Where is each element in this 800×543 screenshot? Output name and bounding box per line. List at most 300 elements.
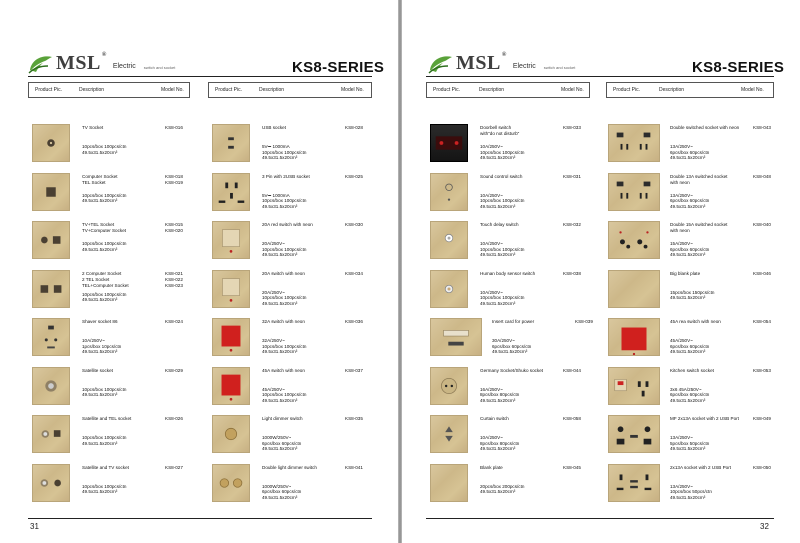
product-description — [82, 271, 164, 289]
description-line: with"do not disturb" — [480, 131, 520, 136]
product-photo — [212, 270, 250, 308]
spec-line: 10A/250V~ — [480, 241, 503, 246]
spec-line: 49.5x31.5x20cm³ — [670, 397, 706, 403]
product-description — [480, 125, 562, 137]
spec-line: 15pcs/box 150pcs/ctn — [670, 289, 715, 295]
description-line: 2x13A socket with 2 USB Port — [670, 464, 732, 470]
product-entry — [608, 124, 794, 168]
brand-tagline: switch and socket — [543, 64, 576, 70]
product-entry — [212, 367, 398, 411]
product-photo — [430, 415, 468, 453]
model-number — [345, 125, 375, 131]
spec-line: 49.5x31.5x20cm³ — [262, 300, 298, 306]
spec-line: 10A/250V~ — [480, 144, 503, 149]
spec-line: 6pcs/box 60pcs/ctn — [670, 149, 710, 155]
description-line: Doorbell switch — [480, 125, 512, 130]
model-number — [165, 174, 195, 186]
model-number — [345, 174, 375, 180]
spec-line: 3x6 45A/250V~ — [670, 386, 702, 392]
description-line: Big blank plate — [670, 270, 701, 276]
blankw-socket-icon — [609, 271, 659, 307]
model-number — [753, 125, 783, 131]
description-line: Curtain switch — [480, 416, 509, 421]
spec-line: 49.5x31.5x20cm³ — [82, 198, 118, 204]
model-number — [753, 465, 783, 471]
product-description — [492, 319, 574, 325]
product-description — [670, 319, 752, 325]
description-line: Touch delay switch — [480, 222, 519, 227]
touch-socket-icon — [431, 222, 467, 258]
column-model-label: Model No. — [561, 87, 584, 93]
product-specs — [262, 290, 344, 307]
leaf-logo-icon — [28, 54, 54, 74]
spec-line: 13A/250V~ — [670, 483, 693, 489]
product-photo — [608, 464, 660, 502]
footer-rule — [28, 518, 372, 519]
product-description — [262, 222, 344, 228]
model-code: KS8-054 — [753, 319, 771, 324]
spec-line: 49.5x31.5x20cm³ — [480, 446, 516, 452]
product-specs — [480, 435, 562, 452]
column-model-label: Model No. — [161, 87, 184, 93]
dbl15-socket-icon — [609, 222, 659, 258]
product-entry — [430, 173, 616, 217]
product-photo — [608, 270, 660, 308]
model-number — [345, 465, 375, 471]
product-specs — [262, 435, 344, 452]
spec-line: 49.5x31.5x20cm³ — [82, 440, 118, 446]
product-entry — [32, 270, 218, 314]
spec-line: 10pcs/box 100pcs/ctn — [480, 246, 525, 252]
product-entry — [32, 124, 218, 168]
product-entry — [430, 415, 616, 459]
product-entry — [32, 318, 218, 362]
model-number — [345, 222, 375, 228]
spec-line: 49.5x31.5x20cm³ — [480, 252, 516, 258]
column-model-label: Model No. — [741, 87, 764, 93]
spec-line: 49.5x31.5x20cm³ — [480, 300, 516, 306]
product-description — [670, 416, 752, 422]
sattel-socket-icon — [33, 416, 69, 452]
description-line: 32A switch with neon — [262, 319, 305, 324]
description-line: 2 TEL Socket — [82, 276, 110, 282]
dbl-socket-icon — [609, 125, 659, 161]
brand-subtitle: Electric — [112, 63, 136, 70]
model-code: KS8-025 — [345, 173, 363, 179]
spec-line: 10pcs/box 100pcs/ctn — [262, 392, 307, 398]
spec-line: 10A/250V~ — [480, 192, 503, 198]
spec-line: 49.5x31.5x20cm³ — [670, 494, 706, 500]
model-number — [753, 416, 783, 422]
model-code: KS8-035 — [345, 416, 363, 421]
spec-line: 15A/250V~ — [670, 241, 693, 246]
description-line: Human body sensor switch — [480, 270, 536, 276]
spec-line: 10pcs/box 100pcs/ctn — [262, 295, 307, 301]
spec-line: 6pcs/box 60pcs/ctn — [670, 198, 710, 204]
description-line: USB socket — [262, 125, 286, 130]
product-photo — [430, 367, 468, 405]
spec-line: 8pcs/box 80pcs/ctn — [480, 392, 520, 398]
product-photo — [32, 367, 70, 405]
model-code: KS8-031 — [563, 173, 581, 179]
product-photo — [32, 221, 70, 259]
product-specs — [262, 144, 344, 161]
spec-line: 49.5x31.5x20cm³ — [670, 155, 706, 161]
product-entry — [608, 270, 794, 314]
product-specs — [670, 484, 752, 501]
product-entry — [212, 270, 398, 314]
product-photo — [430, 464, 468, 502]
model-code: KS8-040 — [753, 222, 771, 227]
product-photo — [430, 270, 468, 308]
model-code: KS8-046 — [753, 270, 771, 276]
spec-line: 1000W/250V~ — [262, 483, 292, 489]
product-specs — [480, 387, 562, 404]
spec-line: 8pcs/box 80pcs/ctn — [480, 440, 520, 446]
product-specs — [670, 144, 752, 161]
product-description — [670, 125, 752, 131]
page-number: 31 — [30, 522, 39, 531]
model-code: KS8-043 — [753, 125, 771, 130]
model-code: KS8-050 — [753, 464, 771, 470]
page-number: 32 — [760, 522, 769, 531]
spec-line: 49.5x31.5x20cm³ — [480, 203, 516, 209]
model-code: KS8-020 — [165, 228, 183, 233]
ukusb-socket-icon — [213, 174, 249, 210]
spec-line: 49.5x31.5x20cm³ — [480, 397, 516, 403]
product-entry — [608, 464, 794, 508]
header-rule — [28, 76, 372, 77]
column-header — [426, 82, 590, 98]
product-specs — [82, 144, 164, 155]
model-code: KS8-041 — [345, 464, 363, 470]
model-code: KS8-032 — [563, 222, 581, 227]
product-photo — [32, 124, 70, 162]
model-code: KS8-021 — [165, 270, 183, 276]
model-number — [165, 465, 195, 471]
product-photo — [212, 221, 250, 259]
product-photo — [32, 464, 70, 502]
product-description — [82, 368, 164, 374]
model-number — [345, 319, 375, 325]
spec-line: 10pcs/box 100pcs/ctn — [82, 386, 127, 392]
column-desc-label: Description — [259, 87, 285, 93]
description-line: Sound control switch — [480, 173, 523, 179]
product-description — [262, 416, 344, 422]
description-line: Computer Socket — [82, 173, 118, 179]
spec-line: 49.5x31.5x20cm³ — [262, 252, 298, 258]
product-description — [670, 222, 752, 234]
leaf-logo-icon — [428, 54, 454, 74]
product-entry — [430, 464, 616, 508]
schuko-socket-icon — [431, 368, 467, 404]
product-photo — [32, 173, 70, 211]
model-code: KS8-023 — [165, 282, 183, 288]
model-code: KS8-053 — [753, 367, 771, 373]
sattv-socket-icon — [33, 465, 69, 501]
product-entry — [430, 124, 616, 168]
product-specs — [82, 241, 164, 252]
uk2usb-socket-icon — [609, 465, 659, 501]
model-code: KS8-027 — [165, 464, 183, 470]
model-code: KS8-018 — [165, 173, 183, 179]
redwide-socket-icon — [609, 319, 659, 355]
spec-line: 49.5x31.5x20cm³ — [480, 155, 516, 161]
product-entry — [608, 415, 794, 459]
spec-line: 20pcs/box 200pcs/ctn — [480, 483, 525, 489]
product-entry — [430, 318, 616, 362]
spec-line: 6pcs/box 60pcs/ctn — [262, 440, 302, 446]
brand-name: MSL® — [56, 52, 107, 74]
column-desc-label: Description — [659, 87, 685, 93]
spec-line: 49.5x31.5x20cm³ — [262, 349, 298, 355]
tvsq-socket-icon — [33, 222, 69, 258]
spec-line: 49.5x31.5x20cm³ — [82, 297, 118, 303]
product-description — [262, 465, 344, 471]
column-pic-label: Product Pic. — [433, 87, 460, 93]
model-number — [165, 125, 195, 131]
spec-line: 6pcs/box 60pcs/ctn — [670, 392, 710, 398]
description-line: with neon — [670, 228, 690, 233]
model-code: KS8-016 — [165, 125, 183, 130]
product-entry — [608, 173, 794, 217]
description-line: Germany Socket/Shuko socket — [480, 367, 544, 373]
product-specs — [670, 387, 752, 404]
model-number — [563, 416, 593, 422]
model-code: KS8-034 — [345, 270, 363, 276]
product-specs — [670, 241, 752, 258]
product-photo — [608, 318, 660, 356]
product-entry — [212, 318, 398, 362]
product-description — [480, 465, 562, 471]
product-entry — [32, 367, 218, 411]
product-specs — [82, 484, 164, 495]
spec-line: 49.5x31.5x20cm³ — [670, 203, 706, 209]
spec-line: 10pcs/box 100pcs/ctn — [480, 295, 525, 301]
product-photo — [608, 367, 660, 405]
model-number — [753, 174, 783, 180]
brand-logo — [28, 52, 175, 75]
model-code: KS8-024 — [165, 319, 183, 324]
product-specs — [670, 435, 752, 452]
model-code: KS8-045 — [563, 464, 581, 470]
product-description — [480, 174, 562, 180]
product-photo — [430, 318, 482, 356]
curtain-socket-icon — [431, 416, 467, 452]
sensor-socket-icon — [431, 271, 467, 307]
product-description — [480, 368, 562, 374]
mf-socket-icon — [609, 416, 659, 452]
right-catalog-page — [402, 0, 800, 543]
product-photo — [608, 173, 660, 211]
model-code: KS8-028 — [345, 125, 363, 130]
product-photo — [212, 173, 250, 211]
model-number — [575, 319, 605, 325]
model-number — [563, 174, 593, 180]
description-line: Satellite and TV socket — [82, 464, 129, 470]
product-entry — [212, 415, 398, 459]
product-specs — [480, 193, 562, 210]
product-photo — [212, 415, 250, 453]
model-number — [165, 222, 195, 234]
model-code: KS8-015 — [165, 222, 183, 227]
brand-subtitle: Electric — [512, 63, 536, 70]
product-entry — [430, 367, 616, 411]
model-number — [165, 368, 195, 374]
column-model-label: Model No. — [341, 87, 364, 93]
spec-line: 10pcs/box 100pcs/ctn — [82, 144, 127, 149]
spec-line: 49.5x31.5x20cm³ — [262, 203, 298, 209]
spec-line: 45A/250V~ — [670, 338, 693, 343]
spec-line: 20A/250V~ — [262, 289, 285, 295]
spec-line: 10pcs/box 100pcs/ctn — [82, 435, 127, 440]
column-desc-label: Description — [479, 87, 505, 93]
product-specs — [670, 290, 752, 301]
model-code: KS8-026 — [165, 416, 183, 421]
spec-line: 6pcs/box 60pcs/ctn — [492, 343, 532, 349]
spec-line: 49.5x31.5x20cm³ — [670, 252, 706, 258]
product-photo — [212, 318, 250, 356]
spec-line: 49.5x31.5x20cm³ — [82, 349, 118, 355]
model-number — [753, 222, 783, 228]
spec-line: 10pcs/box 100pcs/ctn — [262, 149, 307, 155]
spec-line: 6pcs/box 60pcs/ctn — [670, 246, 710, 252]
product-specs — [480, 290, 562, 307]
model-number — [753, 319, 783, 325]
model-code: KS8-036 — [345, 319, 363, 324]
product-entry — [32, 173, 218, 217]
description-line: Satellite and TEL socket — [82, 416, 132, 421]
model-code: KS8-049 — [753, 416, 771, 421]
sound-socket-icon — [431, 174, 467, 210]
square-socket-icon — [33, 174, 69, 210]
product-description — [670, 465, 752, 471]
shaver-socket-icon — [33, 319, 69, 355]
description-line: 20A red switch with neon — [262, 222, 313, 227]
product-entry — [212, 124, 398, 168]
spec-line: 1pcs/box 10pcs/ctn — [82, 343, 122, 349]
spec-line: 49.5x31.5x20cm³ — [82, 149, 118, 155]
model-number — [753, 271, 783, 277]
spec-line: 10pcs/box 100pcs/ctn — [262, 343, 307, 349]
model-code: KS8-033 — [563, 125, 581, 130]
spec-line: 30A/250V~ — [492, 338, 515, 343]
spec-line: 10pcs/box 100pcs/ctn — [82, 291, 127, 297]
product-description — [82, 319, 164, 325]
description-line: 3 Pin with 2USB socket — [262, 173, 310, 179]
description-line: Light dimmer switch — [262, 416, 303, 421]
product-specs — [262, 193, 344, 210]
product-description — [82, 416, 164, 422]
product-photo — [32, 318, 70, 356]
product-specs — [492, 338, 574, 355]
product-photo — [608, 415, 660, 453]
product-entry — [212, 464, 398, 508]
product-entry — [32, 221, 218, 265]
twosq-socket-icon — [33, 271, 69, 307]
spec-line: 20A/250V~ — [262, 241, 285, 246]
model-number — [345, 271, 375, 277]
usb-socket-icon — [213, 125, 249, 161]
product-photo — [430, 173, 468, 211]
spec-line: 13A/250V~ — [670, 435, 693, 440]
column-pic-label: Product Pic. — [613, 87, 640, 93]
product-specs — [262, 387, 344, 404]
product-description — [82, 174, 164, 186]
sat-socket-icon — [33, 368, 69, 404]
description-line: Double light dimmer switch — [262, 464, 317, 470]
spec-line: 49.5x31.5x20cm³ — [670, 295, 706, 301]
kitchen-socket-icon — [609, 368, 659, 404]
product-photo — [32, 270, 70, 308]
product-photo — [32, 415, 70, 453]
product-description — [262, 368, 344, 374]
description-line: with neon — [670, 179, 690, 185]
product-specs — [82, 338, 164, 355]
spec-line: 10pcs/box 100pcs/ctn — [480, 198, 525, 204]
redbig-socket-icon — [213, 368, 249, 404]
product-specs — [82, 435, 164, 446]
product-entry — [430, 221, 616, 265]
model-code: KS8-037 — [345, 367, 363, 373]
product-entry — [32, 464, 218, 508]
spec-line: 6pcs/box 60pcs/ctn — [670, 343, 710, 349]
spec-line: 49.5x31.5x20cm³ — [480, 489, 516, 495]
spec-line: 13A/250V~ — [670, 192, 693, 198]
spec-line: 49.5x31.5x20cm³ — [492, 349, 528, 355]
product-photo — [608, 221, 660, 259]
spec-line: 49.5x31.5x20cm³ — [262, 397, 298, 403]
product-entry — [32, 415, 218, 459]
spec-line: 10pcs/box 100pcs/ctn — [82, 241, 127, 246]
description-line: Kitchen switch socket — [670, 367, 714, 373]
left-catalog-page — [0, 0, 398, 543]
product-specs — [480, 484, 562, 495]
description-line: 20A switch with neon — [262, 270, 305, 276]
spec-line: 13A/250V~ — [670, 144, 693, 149]
product-description — [480, 271, 562, 277]
description-line: Double 13A switched socket — [670, 173, 728, 179]
product-description — [82, 125, 164, 131]
product-entry — [430, 270, 616, 314]
spec-line: 10pcs/box 100pcs/ctn — [480, 149, 525, 155]
model-code: KS8-019 — [165, 179, 183, 185]
column-desc-label: Description — [79, 87, 105, 93]
spec-line: 5pcs/box 50pcs/ctn — [670, 440, 710, 446]
model-number — [563, 271, 593, 277]
description-line: TV Socket — [82, 125, 104, 130]
spec-line: 49.5x31.5x20cm³ — [82, 246, 118, 252]
spec-line: 10pcs/box 100pcs/ctn — [262, 246, 307, 252]
product-photo — [430, 124, 468, 162]
product-entry — [608, 367, 794, 411]
spec-line: 10pcs/box 100pcs/ctn — [262, 198, 307, 204]
description-line: Double 15A switched socket — [670, 222, 728, 227]
spec-line: 5V⎓ 1000mA — [262, 144, 290, 149]
product-description — [262, 271, 344, 277]
model-number — [563, 368, 593, 374]
product-specs — [480, 144, 562, 161]
model-number — [345, 416, 375, 422]
spec-line: 10pcs/box 100pcs/ctn — [82, 483, 127, 489]
description-line: 45A switch with neon — [262, 367, 305, 373]
description-line: Blank plate — [480, 464, 503, 470]
tv-socket-icon — [33, 125, 69, 161]
model-code: KS8-030 — [345, 222, 363, 227]
column-pic-label: Product Pic. — [215, 87, 242, 93]
spec-line: 6pcs/box 60pcs/ctn — [262, 489, 302, 495]
product-specs — [670, 338, 752, 355]
